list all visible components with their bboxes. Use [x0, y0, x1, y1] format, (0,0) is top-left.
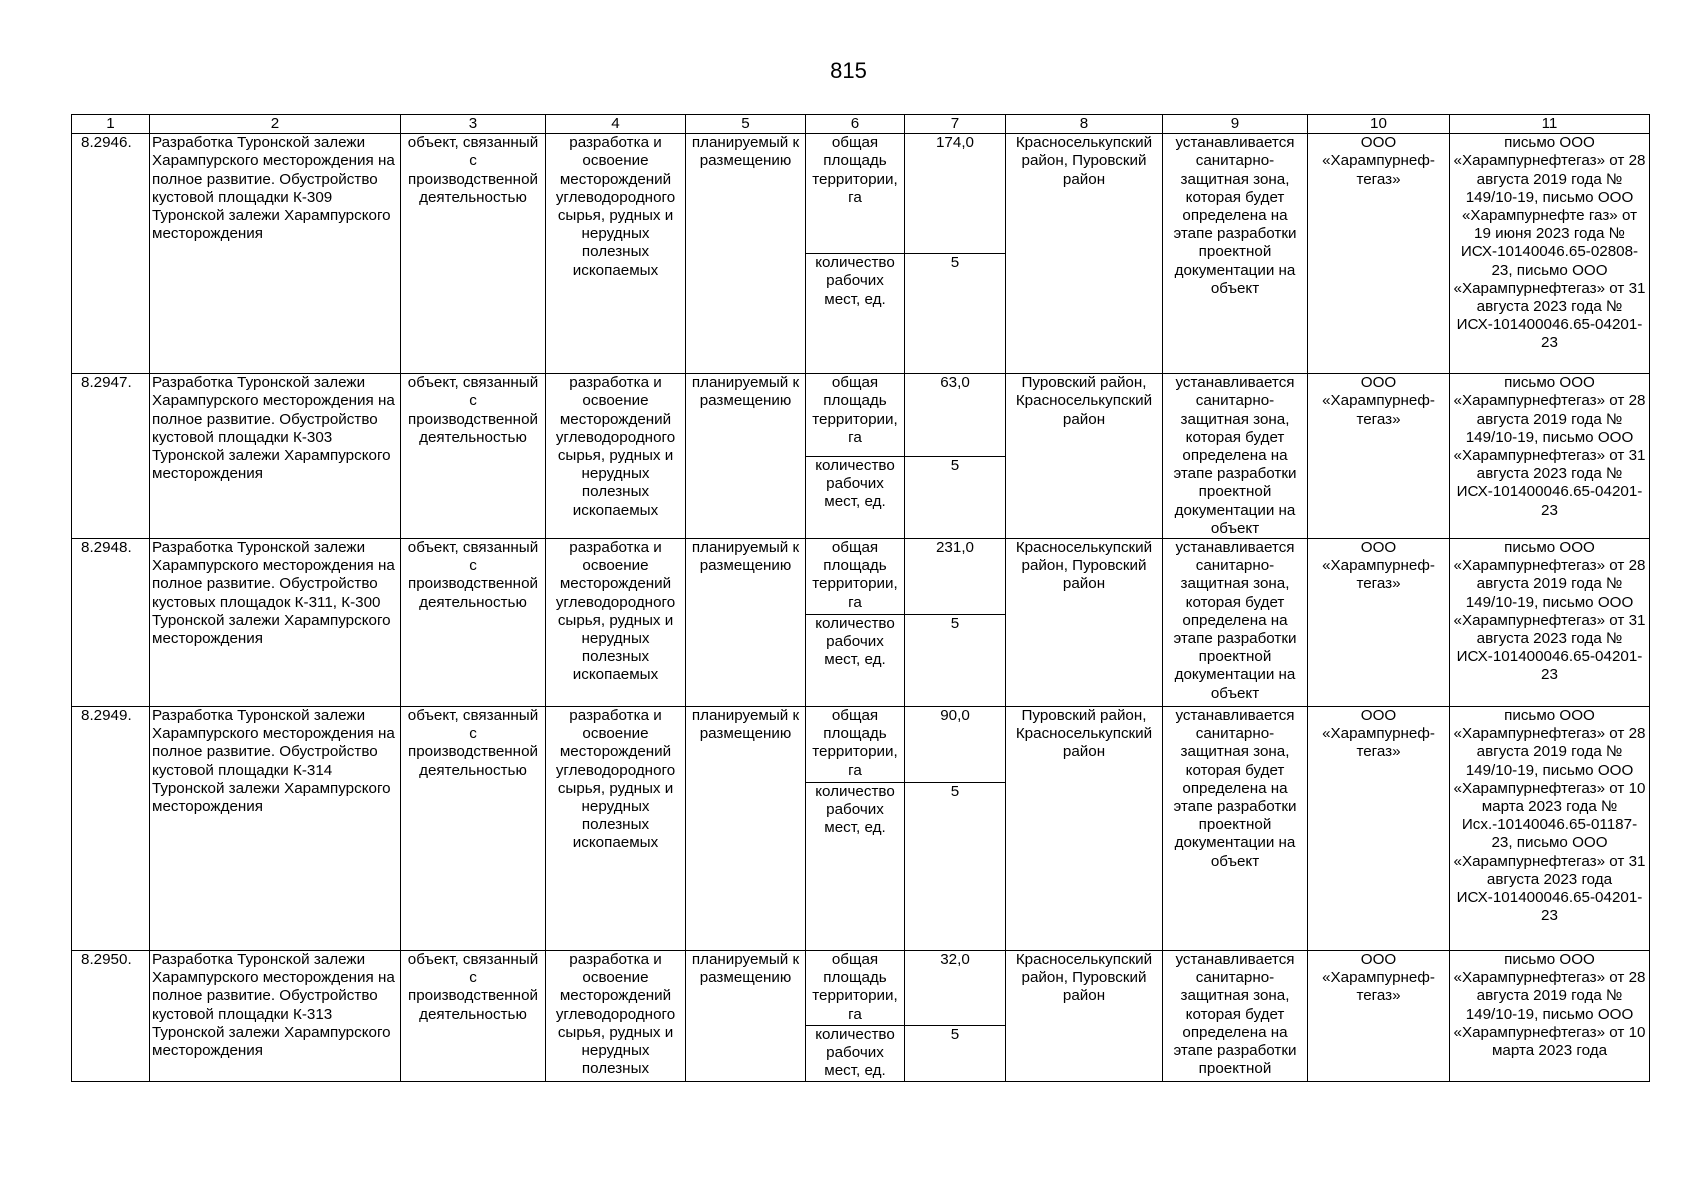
object-location: Красноселькупский район, Пуровский район — [1006, 539, 1163, 707]
column-header-9: 9 — [1163, 115, 1308, 134]
object-name: Разработка Туронской залежи Харампурского месторождения на полное развитие. Обустройство кустовой площадки К-313 Туронской залежи Харампурского месторождения — [150, 951, 401, 1082]
object-type: объект, связанный с производственной деятельностью — [401, 134, 546, 374]
column-header-10: 10 — [1308, 115, 1450, 134]
table-row — [72, 707, 1650, 783]
column-header-4: 4 — [546, 115, 686, 134]
area-value: 174,0 — [905, 134, 1006, 254]
area-value: 90,0 — [905, 707, 1006, 783]
protection-zone: устанавливается санитарно-защитная зона, которая будет определена на этапе разработки проектной документации на объект — [1163, 539, 1308, 707]
object-type: объект, связанный с производственной деятельностью — [401, 951, 546, 1082]
area-value: 63,0 — [905, 374, 1006, 456]
protection-zone: устанавливается санитарно-защитная зона, которая будет определена на этапе разработки проектной документации на объект — [1163, 707, 1308, 951]
column-header-1: 1 — [72, 115, 150, 134]
object-location: Красноселькупский район, Пуровский район — [1006, 134, 1163, 374]
object-location: Красноселькупский район, Пуровский район — [1006, 951, 1163, 1082]
object-status: планируемый к размещению — [686, 951, 806, 1082]
basis-documents: письмо ООО «Харампурнефтегаз» от 28 августа 2019 года № 149/10-19, письмо ООО «Харампурнефтегаз» от 10 марта 2023 года № Исх.-10140046.65-01187-23, письмо ООО «Харампурнефтегаз» от 31 августа 2023 года ИСХ-101400046.65-04201-23 — [1450, 707, 1650, 951]
initiator: ООО «Харампурнеф-тегаз» — [1308, 134, 1450, 374]
protection-zone: устанавливается санитарно-защитная зона, которая будет определена на этапе разработки проектной документации на объект — [1163, 374, 1308, 539]
table-row — [72, 951, 1650, 1026]
basis-documents: письмо ООО «Харампурнефтегаз» от 28 августа 2019 года № 149/10-19, письмо ООО «Харампурнефте газ» от 19 июня 2023 года № ИСХ-10140046.65-02808-23, письмо ООО «Харампурнефтегаз» от 31 августа 2023 года № ИСХ-101400046.65-04201-23 — [1450, 134, 1650, 374]
column-header-5: 5 — [686, 115, 806, 134]
jobs-value: 5 — [905, 783, 1006, 951]
basis-documents: письмо ООО «Харампурнефтегаз» от 28 августа 2019 года № 149/10-19, письмо ООО «Харампурнефтегаз» от 31 августа 2023 года № ИСХ-101400046.65-04201-23 — [1450, 374, 1650, 539]
area-value: 231,0 — [905, 539, 1006, 615]
object-purpose: разработка и освоение месторождений углеводородного сырья, рудных и нерудных полезных — [546, 951, 686, 1082]
area-label: общая площадь территории, га — [806, 374, 905, 456]
object-purpose: разработка и освоение месторождений углеводородного сырья, рудных и нерудных полезных ископаемых — [546, 374, 686, 539]
area-label: общая площадь территории, га — [806, 134, 905, 254]
object-name: Разработка Туронской залежи Харампурского месторождения на полное развитие. Обустройство кустовых площадок К-311, К-300 Туронской залежи Харампурского месторождения — [150, 539, 401, 707]
object-location: Пуровский район, Красноселькупский район — [1006, 707, 1163, 951]
area-label: общая площадь территории, га — [806, 951, 905, 1026]
column-header-7: 7 — [905, 115, 1006, 134]
row-number: 8.2950. — [72, 951, 150, 1082]
object-status: планируемый к размещению — [686, 134, 806, 374]
registry-table — [71, 114, 1650, 1082]
column-header-11: 11 — [1450, 115, 1650, 134]
object-purpose: разработка и освоение месторождений углеводородного сырья, рудных и нерудных полезных ископаемых — [546, 539, 686, 707]
table-row — [72, 134, 1650, 254]
basis-documents: письмо ООО «Харампурнефтегаз» от 28 августа 2019 года № 149/10-19, письмо ООО «Харампурнефтегаз» от 10 марта 2023 года — [1450, 951, 1650, 1082]
initiator: ООО «Харампурнеф-тегаз» — [1308, 539, 1450, 707]
object-purpose: разработка и освоение месторождений углеводородного сырья, рудных и нерудных полезных ископаемых — [546, 134, 686, 374]
column-header-2: 2 — [150, 115, 401, 134]
object-location: Пуровский район, Красноселькупский район — [1006, 374, 1163, 539]
initiator: ООО «Харампурнеф-тегаз» — [1308, 707, 1450, 951]
object-status: планируемый к размещению — [686, 707, 806, 951]
object-status: планируемый к размещению — [686, 374, 806, 539]
table-row — [72, 539, 1650, 615]
row-number: 8.2946. — [72, 134, 150, 374]
column-header-6: 6 — [806, 115, 905, 134]
object-purpose: разработка и освоение месторождений углеводородного сырья, рудных и нерудных полезных ископаемых — [546, 707, 686, 951]
object-name: Разработка Туронской залежи Харампурского месторождения на полное развитие. Обустройство кустовой площадки К-303 Туронской залежи Харампурского месторождения — [150, 374, 401, 539]
jobs-value: 5 — [905, 1026, 1006, 1082]
area-value: 32,0 — [905, 951, 1006, 1026]
jobs-value: 5 — [905, 254, 1006, 374]
column-header-3: 3 — [401, 115, 546, 134]
jobs-label: количество рабочих мест, ед. — [806, 615, 905, 707]
protection-zone: устанавливается санитарно-защитная зона, которая будет определена на этапе разработки проектной документации на объект — [1163, 134, 1308, 374]
area-label: общая площадь территории, га — [806, 707, 905, 783]
initiator: ООО «Харампурнеф-тегаз» — [1308, 374, 1450, 539]
area-label: общая площадь территории, га — [806, 539, 905, 615]
row-number: 8.2948. — [72, 539, 150, 707]
jobs-label: количество рабочих мест, ед. — [806, 254, 905, 374]
jobs-label: количество рабочих мест, ед. — [806, 1026, 905, 1082]
protection-zone: устанавливается санитарно-защитная зона, которая будет определена на этапе разработки проектной — [1163, 951, 1308, 1082]
initiator: ООО «Харампурнеф-тегаз» — [1308, 951, 1450, 1082]
jobs-label: количество рабочих мест, ед. — [806, 456, 905, 538]
column-header-8: 8 — [1006, 115, 1163, 134]
jobs-value: 5 — [905, 456, 1006, 538]
object-type: объект, связанный с производственной деятельностью — [401, 539, 546, 707]
object-name: Разработка Туронской залежи Харампурского месторождения на полное развитие. Обустройство кустовой площадки К-309 Туронской залежи Харампурского месторождения — [150, 134, 401, 374]
jobs-value: 5 — [905, 615, 1006, 707]
row-number: 8.2947. — [72, 374, 150, 539]
page-number: 815 — [830, 58, 867, 83]
object-status: планируемый к размещению — [686, 539, 806, 707]
object-name: Разработка Туронской залежи Харампурского месторождения на полное развитие. Обустройство кустовой площадки К-314 Туронской залежи Харампурского месторождения — [150, 707, 401, 951]
object-type: объект, связанный с производственной деятельностью — [401, 707, 546, 951]
row-number: 8.2949. — [72, 707, 150, 951]
jobs-label: количество рабочих мест, ед. — [806, 783, 905, 951]
object-type: объект, связанный с производственной деятельностью — [401, 374, 546, 539]
header-row — [72, 115, 1650, 134]
basis-documents: письмо ООО «Харампурнефтегаз» от 28 августа 2019 года № 149/10-19, письмо ООО «Харампурнефтегаз» от 31 августа 2023 года № ИСХ-101400046.65-04201-23 — [1450, 539, 1650, 707]
table-row — [72, 374, 1650, 456]
